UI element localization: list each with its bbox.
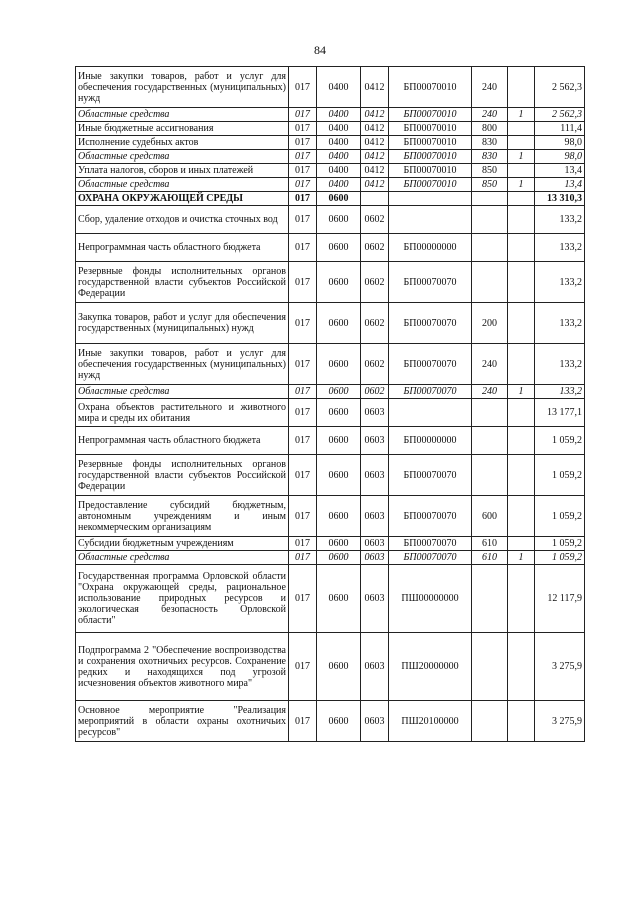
cell-amount: 13 310,3 bbox=[535, 192, 585, 206]
cell-ministry-code: 017 bbox=[289, 633, 317, 701]
page-number: 84 bbox=[314, 43, 326, 57]
cell-ministry-code: 017 bbox=[289, 178, 317, 192]
cell-funding-source-code bbox=[508, 537, 535, 551]
cell-funding-source-code bbox=[508, 399, 535, 427]
cell-subsection-code: 0603 bbox=[361, 399, 389, 427]
cell-target-article-code: БП00070070 bbox=[389, 303, 472, 344]
cell-subsection-code: 0412 bbox=[361, 136, 389, 150]
table-row bbox=[76, 385, 585, 399]
cell-expense-type-code: 240 bbox=[472, 67, 508, 108]
cell-item-name: Предоставление субсидий бюджетным, автономным учреждениям и иным некоммерческим организациям bbox=[76, 496, 289, 537]
cell-item-name: Иные закупки товаров, работ и услуг для обеспечения государственных (муниципальных) нужд bbox=[76, 67, 289, 108]
budget-table bbox=[75, 66, 585, 742]
cell-subsection-code: 0412 bbox=[361, 164, 389, 178]
cell-funding-source-code bbox=[508, 701, 535, 742]
cell-target-article-code: БП00070070 bbox=[389, 496, 472, 537]
cell-ministry-code: 017 bbox=[289, 537, 317, 551]
cell-subsection-code: 0603 bbox=[361, 565, 389, 633]
table-row bbox=[76, 303, 585, 344]
cell-target-article-code: БП00070010 bbox=[389, 67, 472, 108]
cell-subsection-code: 0412 bbox=[361, 150, 389, 164]
cell-ministry-code: 017 bbox=[289, 262, 317, 303]
table-row bbox=[76, 178, 585, 192]
cell-expense-type-code bbox=[472, 262, 508, 303]
cell-subsection-code: 0602 bbox=[361, 344, 389, 385]
cell-section-code: 0400 bbox=[317, 164, 361, 178]
cell-expense-type-code: 800 bbox=[472, 122, 508, 136]
cell-amount: 1 059,2 bbox=[535, 427, 585, 455]
cell-section-code: 0400 bbox=[317, 150, 361, 164]
cell-ministry-code: 017 bbox=[289, 303, 317, 344]
cell-amount: 98,0 bbox=[535, 136, 585, 150]
cell-section-code: 0600 bbox=[317, 344, 361, 385]
cell-subsection-code: 0602 bbox=[361, 234, 389, 262]
cell-ministry-code: 017 bbox=[289, 701, 317, 742]
cell-amount: 2 562,3 bbox=[535, 108, 585, 122]
cell-target-article-code: БП00070070 bbox=[389, 344, 472, 385]
cell-subsection-code: 0603 bbox=[361, 701, 389, 742]
cell-section-code: 0600 bbox=[317, 537, 361, 551]
cell-subsection-code: 0412 bbox=[361, 122, 389, 136]
cell-subsection-code: 0602 bbox=[361, 385, 389, 399]
cell-section-code: 0600 bbox=[317, 427, 361, 455]
cell-item-name: Областные средства bbox=[76, 551, 289, 565]
cell-target-article-code: БП00070010 bbox=[389, 122, 472, 136]
cell-ministry-code: 017 bbox=[289, 206, 317, 234]
cell-ministry-code: 017 bbox=[289, 565, 317, 633]
cell-section-code: 0600 bbox=[317, 633, 361, 701]
cell-ministry-code: 017 bbox=[289, 122, 317, 136]
cell-expense-type-code bbox=[472, 455, 508, 496]
cell-expense-type-code: 830 bbox=[472, 136, 508, 150]
cell-subsection-code bbox=[361, 192, 389, 206]
table-row bbox=[76, 344, 585, 385]
cell-expense-type-code: 600 bbox=[472, 496, 508, 537]
cell-target-article-code: БП00070010 bbox=[389, 108, 472, 122]
cell-section-code: 0400 bbox=[317, 122, 361, 136]
cell-subsection-code: 0602 bbox=[361, 206, 389, 234]
cell-item-name: Основное мероприятие "Реализация мероприятий в области охраны охотничьих ресурсов" bbox=[76, 701, 289, 742]
cell-funding-source-code: 1 bbox=[508, 178, 535, 192]
cell-ministry-code: 017 bbox=[289, 496, 317, 537]
cell-amount: 133,2 bbox=[535, 385, 585, 399]
cell-amount: 133,2 bbox=[535, 234, 585, 262]
cell-ministry-code: 017 bbox=[289, 385, 317, 399]
table-row bbox=[76, 108, 585, 122]
cell-funding-source-code bbox=[508, 136, 535, 150]
cell-expense-type-code bbox=[472, 206, 508, 234]
cell-item-name: Закупка товаров, работ и услуг для обеспечения государственных (муниципальных) нужд bbox=[76, 303, 289, 344]
cell-funding-source-code bbox=[508, 67, 535, 108]
cell-funding-source-code bbox=[508, 496, 535, 537]
table-row bbox=[76, 399, 585, 427]
cell-target-article-code: БП00000000 bbox=[389, 234, 472, 262]
cell-funding-source-code bbox=[508, 206, 535, 234]
cell-section-code: 0600 bbox=[317, 496, 361, 537]
cell-expense-type-code: 240 bbox=[472, 108, 508, 122]
cell-funding-source-code bbox=[508, 164, 535, 178]
cell-expense-type-code: 610 bbox=[472, 551, 508, 565]
cell-target-article-code: БП00000000 bbox=[389, 427, 472, 455]
cell-subsection-code: 0602 bbox=[361, 262, 389, 303]
cell-amount: 111,4 bbox=[535, 122, 585, 136]
cell-funding-source-code bbox=[508, 303, 535, 344]
table-row bbox=[76, 427, 585, 455]
cell-ministry-code: 017 bbox=[289, 108, 317, 122]
cell-item-name: Подпрограмма 2 "Обеспечение воспроизводства и сохранения охотничьих ресурсов. Сохранение редких и находящихся под угрозой исчезновения объектов животного мира" bbox=[76, 633, 289, 701]
cell-amount: 1 059,2 bbox=[535, 496, 585, 537]
cell-ministry-code: 017 bbox=[289, 234, 317, 262]
cell-target-article-code: БП00070010 bbox=[389, 150, 472, 164]
table-row bbox=[76, 565, 585, 633]
cell-funding-source-code: 1 bbox=[508, 385, 535, 399]
cell-amount: 3 275,9 bbox=[535, 701, 585, 742]
cell-subsection-code: 0603 bbox=[361, 633, 389, 701]
cell-funding-source-code bbox=[508, 122, 535, 136]
cell-section-code: 0600 bbox=[317, 234, 361, 262]
cell-item-name: Иные бюджетные ассигнования bbox=[76, 122, 289, 136]
cell-funding-source-code: 1 bbox=[508, 551, 535, 565]
cell-subsection-code: 0412 bbox=[361, 178, 389, 192]
cell-target-article-code bbox=[389, 399, 472, 427]
cell-amount: 13,4 bbox=[535, 164, 585, 178]
cell-amount: 13 177,1 bbox=[535, 399, 585, 427]
table-row bbox=[76, 192, 585, 206]
cell-ministry-code: 017 bbox=[289, 164, 317, 178]
cell-funding-source-code bbox=[508, 192, 535, 206]
cell-subsection-code: 0602 bbox=[361, 303, 389, 344]
cell-amount: 133,2 bbox=[535, 344, 585, 385]
cell-expense-type-code: 850 bbox=[472, 164, 508, 178]
cell-funding-source-code: 1 bbox=[508, 108, 535, 122]
cell-item-name: Непрограммная часть областного бюджета bbox=[76, 427, 289, 455]
cell-target-article-code: ПШ20000000 bbox=[389, 633, 472, 701]
cell-section-code: 0600 bbox=[317, 303, 361, 344]
cell-expense-type-code: 240 bbox=[472, 344, 508, 385]
cell-target-article-code: ПШ20100000 bbox=[389, 701, 472, 742]
cell-funding-source-code: 1 bbox=[508, 150, 535, 164]
cell-target-article-code: БП00070070 bbox=[389, 262, 472, 303]
cell-item-name: Иные закупки товаров, работ и услуг для обеспечения государственных (муниципальных) нужд bbox=[76, 344, 289, 385]
cell-target-article-code: БП00070010 bbox=[389, 164, 472, 178]
cell-ministry-code: 017 bbox=[289, 67, 317, 108]
table-body bbox=[76, 67, 585, 742]
cell-expense-type-code bbox=[472, 399, 508, 427]
cell-funding-source-code bbox=[508, 455, 535, 496]
cell-ministry-code: 017 bbox=[289, 150, 317, 164]
cell-target-article-code bbox=[389, 206, 472, 234]
cell-subsection-code: 0412 bbox=[361, 108, 389, 122]
cell-funding-source-code bbox=[508, 565, 535, 633]
cell-target-article-code: БП00070070 bbox=[389, 537, 472, 551]
cell-subsection-code: 0603 bbox=[361, 455, 389, 496]
cell-section-code: 0400 bbox=[317, 67, 361, 108]
table-row bbox=[76, 234, 585, 262]
cell-expense-type-code bbox=[472, 633, 508, 701]
cell-section-code: 0400 bbox=[317, 178, 361, 192]
cell-item-name: ОХРАНА ОКРУЖАЮЩЕЙ СРЕДЫ bbox=[76, 192, 289, 206]
cell-item-name: Резервные фонды исполнительных органов государственной власти субъектов Российской Федерации bbox=[76, 455, 289, 496]
cell-target-article-code: БП00070070 bbox=[389, 385, 472, 399]
cell-expense-type-code bbox=[472, 192, 508, 206]
table-row bbox=[76, 122, 585, 136]
cell-expense-type-code bbox=[472, 234, 508, 262]
cell-section-code: 0600 bbox=[317, 551, 361, 565]
cell-section-code: 0400 bbox=[317, 108, 361, 122]
cell-amount: 1 059,2 bbox=[535, 537, 585, 551]
cell-amount: 1 059,2 bbox=[535, 455, 585, 496]
cell-expense-type-code: 200 bbox=[472, 303, 508, 344]
cell-funding-source-code bbox=[508, 633, 535, 701]
cell-section-code: 0600 bbox=[317, 192, 361, 206]
cell-item-name: Уплата налогов, сборов и иных платежей bbox=[76, 164, 289, 178]
cell-item-name: Областные средства bbox=[76, 385, 289, 399]
cell-amount: 13,4 bbox=[535, 178, 585, 192]
cell-item-name: Сбор, удаление отходов и очистка сточных вод bbox=[76, 206, 289, 234]
cell-section-code: 0600 bbox=[317, 385, 361, 399]
table-row bbox=[76, 701, 585, 742]
cell-ministry-code: 017 bbox=[289, 399, 317, 427]
cell-subsection-code: 0603 bbox=[361, 427, 389, 455]
table-row bbox=[76, 551, 585, 565]
cell-expense-type-code: 610 bbox=[472, 537, 508, 551]
cell-item-name: Государственная программа Орловской области "Охрана окружающей среды, рациональное использование природных ресурсов и экологическая безопасность Орловской области" bbox=[76, 565, 289, 633]
cell-section-code: 0600 bbox=[317, 701, 361, 742]
table-row bbox=[76, 150, 585, 164]
cell-expense-type-code: 850 bbox=[472, 178, 508, 192]
cell-ministry-code: 017 bbox=[289, 455, 317, 496]
cell-section-code: 0600 bbox=[317, 455, 361, 496]
cell-amount: 133,2 bbox=[535, 303, 585, 344]
table-row bbox=[76, 455, 585, 496]
cell-amount: 1 059,2 bbox=[535, 551, 585, 565]
cell-funding-source-code bbox=[508, 262, 535, 303]
cell-amount: 133,2 bbox=[535, 262, 585, 303]
cell-subsection-code: 0603 bbox=[361, 551, 389, 565]
cell-item-name: Непрограммная часть областного бюджета bbox=[76, 234, 289, 262]
cell-section-code: 0600 bbox=[317, 565, 361, 633]
cell-subsection-code: 0603 bbox=[361, 537, 389, 551]
cell-expense-type-code: 240 bbox=[472, 385, 508, 399]
cell-item-name: Областные средства bbox=[76, 150, 289, 164]
cell-amount: 2 562,3 bbox=[535, 67, 585, 108]
cell-item-name: Областные средства bbox=[76, 108, 289, 122]
cell-target-article-code bbox=[389, 192, 472, 206]
cell-item-name: Исполнение судебных актов bbox=[76, 136, 289, 150]
cell-subsection-code: 0412 bbox=[361, 67, 389, 108]
cell-section-code: 0600 bbox=[317, 262, 361, 303]
cell-amount: 133,2 bbox=[535, 206, 585, 234]
cell-expense-type-code bbox=[472, 565, 508, 633]
cell-section-code: 0400 bbox=[317, 136, 361, 150]
cell-item-name: Областные средства bbox=[76, 178, 289, 192]
cell-target-article-code: БП00070070 bbox=[389, 551, 472, 565]
cell-expense-type-code bbox=[472, 701, 508, 742]
cell-target-article-code: БП00070070 bbox=[389, 455, 472, 496]
cell-item-name: Субсидии бюджетным учреждениям bbox=[76, 537, 289, 551]
cell-ministry-code: 017 bbox=[289, 136, 317, 150]
cell-section-code: 0600 bbox=[317, 399, 361, 427]
cell-target-article-code: БП00070010 bbox=[389, 136, 472, 150]
table-row bbox=[76, 496, 585, 537]
cell-target-article-code: ПШ00000000 bbox=[389, 565, 472, 633]
cell-expense-type-code bbox=[472, 427, 508, 455]
cell-ministry-code: 017 bbox=[289, 551, 317, 565]
cell-expense-type-code: 830 bbox=[472, 150, 508, 164]
cell-amount: 3 275,9 bbox=[535, 633, 585, 701]
table-row bbox=[76, 164, 585, 178]
cell-funding-source-code bbox=[508, 344, 535, 385]
cell-subsection-code: 0603 bbox=[361, 496, 389, 537]
cell-ministry-code: 017 bbox=[289, 427, 317, 455]
cell-target-article-code: БП00070010 bbox=[389, 178, 472, 192]
table-row bbox=[76, 633, 585, 701]
table-row bbox=[76, 262, 585, 303]
cell-amount: 98,0 bbox=[535, 150, 585, 164]
cell-item-name: Резервные фонды исполнительных органов государственной власти субъектов Российской Федерации bbox=[76, 262, 289, 303]
cell-item-name: Охрана объектов растительного и животного мира и среды их обитания bbox=[76, 399, 289, 427]
table-row bbox=[76, 537, 585, 551]
cell-ministry-code: 017 bbox=[289, 192, 317, 206]
cell-funding-source-code bbox=[508, 234, 535, 262]
cell-amount: 12 117,9 bbox=[535, 565, 585, 633]
table-row bbox=[76, 67, 585, 108]
cell-section-code: 0600 bbox=[317, 206, 361, 234]
table-row bbox=[76, 206, 585, 234]
table-row bbox=[76, 136, 585, 150]
cell-ministry-code: 017 bbox=[289, 344, 317, 385]
cell-funding-source-code bbox=[508, 427, 535, 455]
